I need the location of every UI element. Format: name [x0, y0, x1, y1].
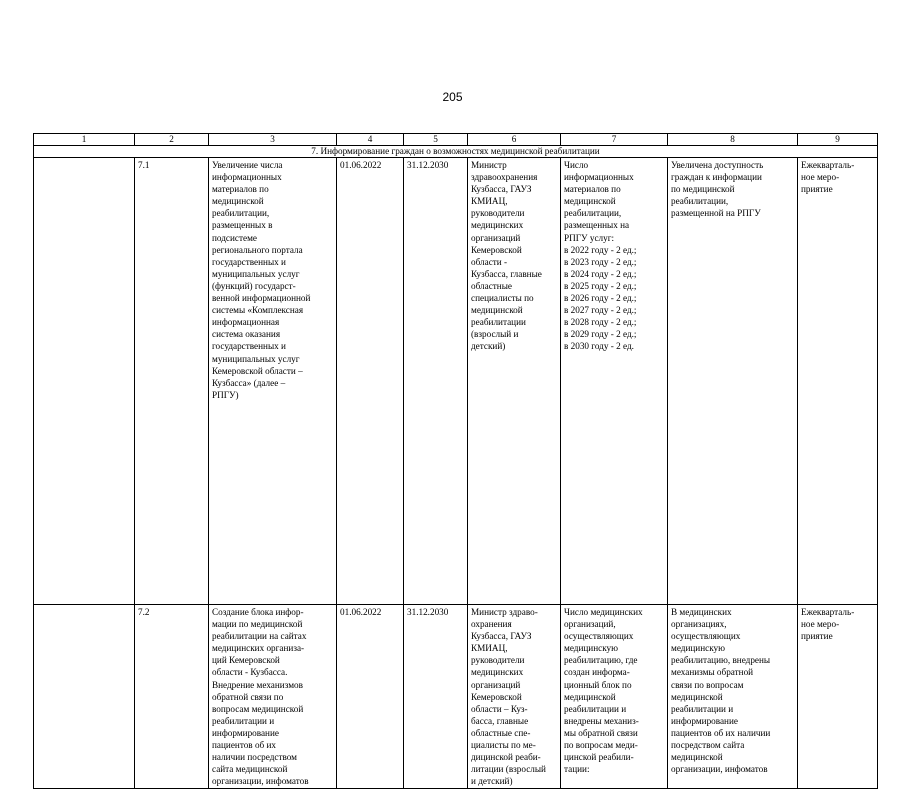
column-number-cell: 1: [34, 134, 135, 146]
column-number-cell: 9: [798, 134, 878, 146]
column-number-cell: 6: [468, 134, 561, 146]
cell-result: В медицинских организациях, осуществляющих медицинскую реабилитацию, внедрены механизмы обратной связи по вопросам медицинской реабилитации и информирование пациентов об их наличии посредством сайта медицинской организации, инфоматов: [668, 605, 798, 789]
cell-item-number: 7.2: [135, 605, 209, 789]
table-row: [34, 605, 878, 789]
cell-responsible: Министр здраво- охранения Кузбасса, ГАУЗ КМИАЦ, руководители медицинских организаций Кемеровской области – Куз- басса, главные областные спе- циалисты по ме- дицинской реаби- литации (взрослый и детский): [468, 605, 561, 789]
cell-start-date: 01.06.2022: [337, 605, 404, 789]
cell-start-date: 01.06.2022: [337, 158, 404, 605]
cell-item-number: 7.1: [135, 158, 209, 605]
cell-measure: [209, 158, 337, 605]
cell-col1: [34, 605, 135, 789]
column-number-cell: 7: [561, 134, 668, 146]
cell-end-date: 31.12.2030: [404, 605, 468, 789]
column-number-cell: 5: [404, 134, 468, 146]
section-title: 7. Информирование граждан о возможностях медицинской реабилитации: [34, 146, 878, 158]
column-number-cell: 4: [337, 134, 404, 146]
column-number-cell: 8: [668, 134, 798, 146]
column-number-cell: 3: [209, 134, 337, 146]
cell-col1: [34, 158, 135, 605]
cell-responsible: Министр здравоохранения Кузбасса, ГАУЗ КМИАЦ, руководители медицинских организаций Кемеровской области - Кузбасса, главные областные специалисты по медицинской реабилитации (взрослый и детский): [468, 158, 561, 605]
cell-indicator: Число информационных материалов по медицинской реабилитации, размещенных на РПГУ услуг: в 2022 году - 2 ед.; в 2023 году - 2 ед.; в 2024 году - 2 ед.; в 2025 году - 2 ед.; в 2026 году - 2 ед.; в 2027 году - 2 ед.; в 2028 году - 2 ед.; в 2029 году - 2 ед.; в 2030 году - 2 ед.: [561, 158, 668, 605]
measures-table: [33, 133, 878, 789]
measure-text: Увеличение числа информационных материалов по медицинской реабилитации, размещенных в подсистеме регионального портала государственных и муниципальных услуг (функций) государст- венной информационной системы «Комплексная информационная система оказания государственных и муниципальных услуг Кемеровской области – Кузбасса» (далее – РПГУ): [212, 160, 311, 400]
cell-frequency: Ежекварталь- ное меро- приятие: [798, 605, 878, 789]
table-row: [34, 158, 878, 605]
page-number: 205: [442, 90, 463, 104]
cell-measure: [209, 605, 337, 789]
column-number-cell: 2: [135, 134, 209, 146]
cell-result: Увеличена доступность граждан к информации по медицинской реабилитации, размещенной на РПГУ: [668, 158, 798, 605]
section-heading-row: [34, 146, 878, 158]
cell-end-date: 31.12.2030: [404, 158, 468, 605]
column-number-row: [34, 134, 878, 146]
cell-indicator: Число медицинских организаций, осуществляющих медицинскую реабилитацию, где создан информа- ционный блок по медицинской реабилитации и внедрены механиз- мы обратной связи по вопросам меди- цинской реабили- тации:: [561, 605, 668, 789]
measure-text: Создание блока инфор- мации по медицинской реабилитации на сайтах медицинских организа- ций Кемеровской области - Кузбасса. Внедрение механизмов обратной связи по вопросам медицинской реабилитации и информирование пациентов об их наличии посредством сайта медицинской организации, инфоматов: [212, 607, 309, 786]
cell-frequency: Ежекварталь- ное меро- приятие: [798, 158, 878, 605]
